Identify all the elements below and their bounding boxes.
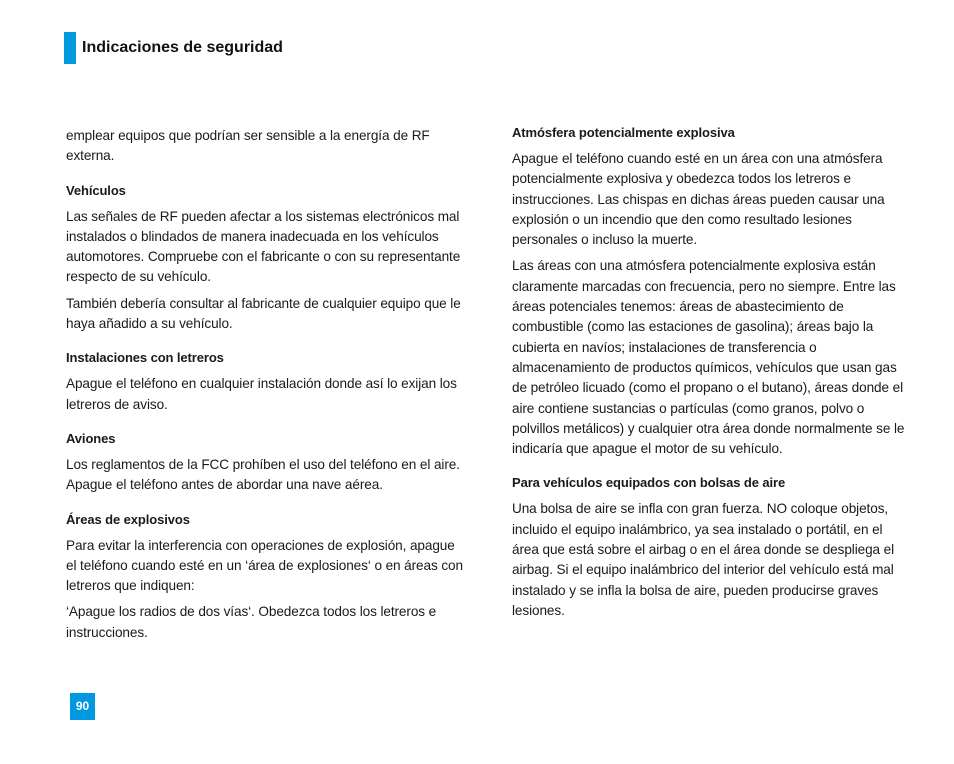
paragraph: Apague el teléfono cuando esté en un área con una atmósfera potencialmente explosiva y obedezca todos los letreros e instrucciones. Las chispas en dichas áreas pueden causar una explosión o un incendio que den como resultado lesiones personales o incluso la muerte. bbox=[512, 151, 885, 248]
section-heading-aviones: Aviones bbox=[66, 430, 116, 446]
paragraph: Los reglamentos de la FCC prohíben el uso del teléfono en el aire. Apague el teléfono antes de abordar una nave aérea. bbox=[66, 456, 460, 493]
header-accent-bar bbox=[64, 32, 76, 64]
paragraph: También debería consultar al fabricante de cualquier equipo que le haya añadido a su vehículo. bbox=[66, 295, 461, 332]
right-column bbox=[512, 124, 912, 627]
paragraph: Las áreas con una atmósfera potencialmente explosiva están claramente marcadas con frecuencia, pero no siempre. Entre las áreas potenciales tenemos: áreas de abastecimiento de combustible (como las estaciones de gasolina); áreas bajo la cubierta en navíos; instalaciones de transferencia o almacenamiento de productos químicos, vehículos que usan gas de petróleo licuado (como el propano o el butano), áreas donde el aire contiene sustancias o partículas (como granos, polvo o polvillos metálicos) y cualquier otra área donde normalmente se le indicaría que apague el motor de su vehículo. bbox=[512, 258, 905, 457]
page-number-badge: 90 bbox=[70, 693, 95, 720]
section-heading-vehiculos: Vehículos bbox=[66, 182, 126, 198]
paragraph: Apague el teléfono en cualquier instalación donde así lo exijan los letreros de aviso. bbox=[66, 376, 457, 412]
section-heading-instalaciones: Instalaciones con letreros bbox=[66, 350, 224, 366]
section-heading-explosivos: Áreas de explosivos bbox=[66, 511, 190, 527]
page-title: Indicaciones de seguridad bbox=[82, 39, 283, 56]
paragraph: Las señales de RF pueden afectar a los sistemas electrónicos mal instalados o blindados de manera inadecuada en los vehículos automotores. Compruebe con el fabricante o con su representante respecto de su vehículo. bbox=[66, 208, 461, 285]
left-column bbox=[66, 126, 464, 649]
section-heading-bolsas-aire: Para vehículos equipados con bolsas de aire bbox=[512, 475, 786, 491]
paragraph: Para evitar la interferencia con operaciones de explosión, apague el teléfono cuando esté en un ‘área de explosiones‘ o en áreas con letreros que indiquen: bbox=[66, 537, 463, 594]
paragraph: emplear equipos que podrían ser sensible a la energía de RF externa. bbox=[66, 128, 430, 164]
paragraph: ‘Apague los radios de dos vías‘. Obedezca todos los letreros e instrucciones. bbox=[66, 604, 437, 640]
paragraph: Una bolsa de aire se infla con gran fuerza. NO coloque objetos, incluido el equipo inalámbrico, ya sea instalado o portátil, en el área que está sobre el airbag o en el área donde se despliega el airbag. Si el equipo inalámbrico del interior del vehículo está mal instalado y se infla la bolsa de aire, pueden producirse graves lesiones. bbox=[512, 501, 895, 618]
section-heading-atmosfera: Atmósfera potencialmente explosiva bbox=[512, 125, 735, 140]
